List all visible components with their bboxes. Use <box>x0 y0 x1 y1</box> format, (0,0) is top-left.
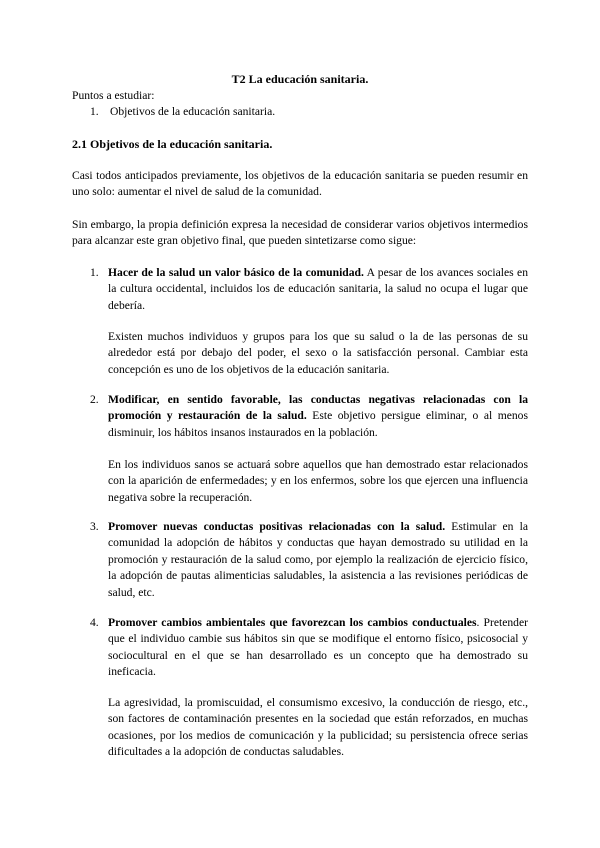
section-heading: 2.1 Objetivos de la educación sanitaria. <box>72 137 273 151</box>
toc-number: 1. <box>90 105 99 118</box>
list-body <box>108 392 528 441</box>
list-number: 3. <box>90 520 99 533</box>
list-number: 1. <box>90 266 99 279</box>
list-body <box>108 615 528 681</box>
list-number: 4. <box>90 616 99 629</box>
list-bold: Promover nuevas conductas positivas relacionadas con la salud. <box>108 520 446 533</box>
list-item-2-detail: En los individuos sanos se actuará sobre aquellos que han demostrado estar relacionados con la aparición de enfermedades; y en los enfermos, sobre los que ejercen una influencia negativa sobre la recuperación. <box>108 458 528 504</box>
list-item-1-detail: Existen muchos individuos y grupos para los que su salud o la de las personas de su alrededor está por debajo del poder, el sexo o la satisfacción personal. Cambiar esta concepción es uno de los objetivos de la educación sanitaria. <box>108 330 528 376</box>
list-bold: Hacer de la salud un valor básico de la comunidad. <box>108 266 364 279</box>
list-bold: Modificar, en sentido favorable, las conductas negativas relacionadas con la promoción y restauración de la salud. <box>108 393 528 423</box>
document-title: T2 La educación sanitaria. <box>231 72 369 86</box>
list-text: . Pretender que el individuo cambie sus hábitos sin que se modifique el entorno físico, psicosocial y sociocultural en el que se han desarrollado es un concepto que ha demostrado su ineficacia. <box>108 616 528 679</box>
intro-paragraph-1: Casi todos anticipados previamente, los objetivos de la educación sanitaria se pueden resumir en uno solo: aumentar el nivel de salud de la comunidad. <box>72 169 528 199</box>
list-body <box>108 519 528 601</box>
study-points-label: Puntos a estudiar: <box>72 89 155 102</box>
toc-text: Objetivos de la educación sanitaria. <box>110 105 276 118</box>
list-text: Estimular en la comunidad la adopción de hábitos y conductas que hayan demostrado su utilidad en la promoción y restauración de la salud como, por ejemplo la realización de ejercicio físico, la adopción de pautas alimenticias saludables, la asistencia a las revisiones periódicas de salud, etc. <box>108 520 528 599</box>
intro-paragraph-2: Sin embargo, la propia definición expresa la necesidad de considerar varios objetivos intermedios para alcanzar este gran objetivo final, que pueden sintetizarse como sigue: <box>72 218 528 248</box>
list-bold: Promover cambios ambientales que favorezcan los cambios conductuales <box>108 616 477 629</box>
list-body <box>108 265 528 314</box>
list-text: Este objetivo persigue eliminar, o al menos disminuir, los hábitos insanos instaurados en la población. <box>108 409 528 439</box>
toc-item <box>90 104 275 120</box>
list-number: 2. <box>90 393 99 406</box>
list-item-4-detail: La agresividad, la promiscuidad, el consumismo excesivo, la conducción de riesgo, etc., son factores de contaminación presentes en la sociedad que están reforzados, en muchas ocasiones, por los medios de comunicación y la publicidad; su persistencia ofrece serias dificultades a la adopción de conductas saludables. <box>108 696 528 759</box>
list-text: A pesar de los avances sociales en la cultura occidental, incluidos los de educación sanitaria, la salud no ocupa el lugar que debería. <box>108 266 528 312</box>
